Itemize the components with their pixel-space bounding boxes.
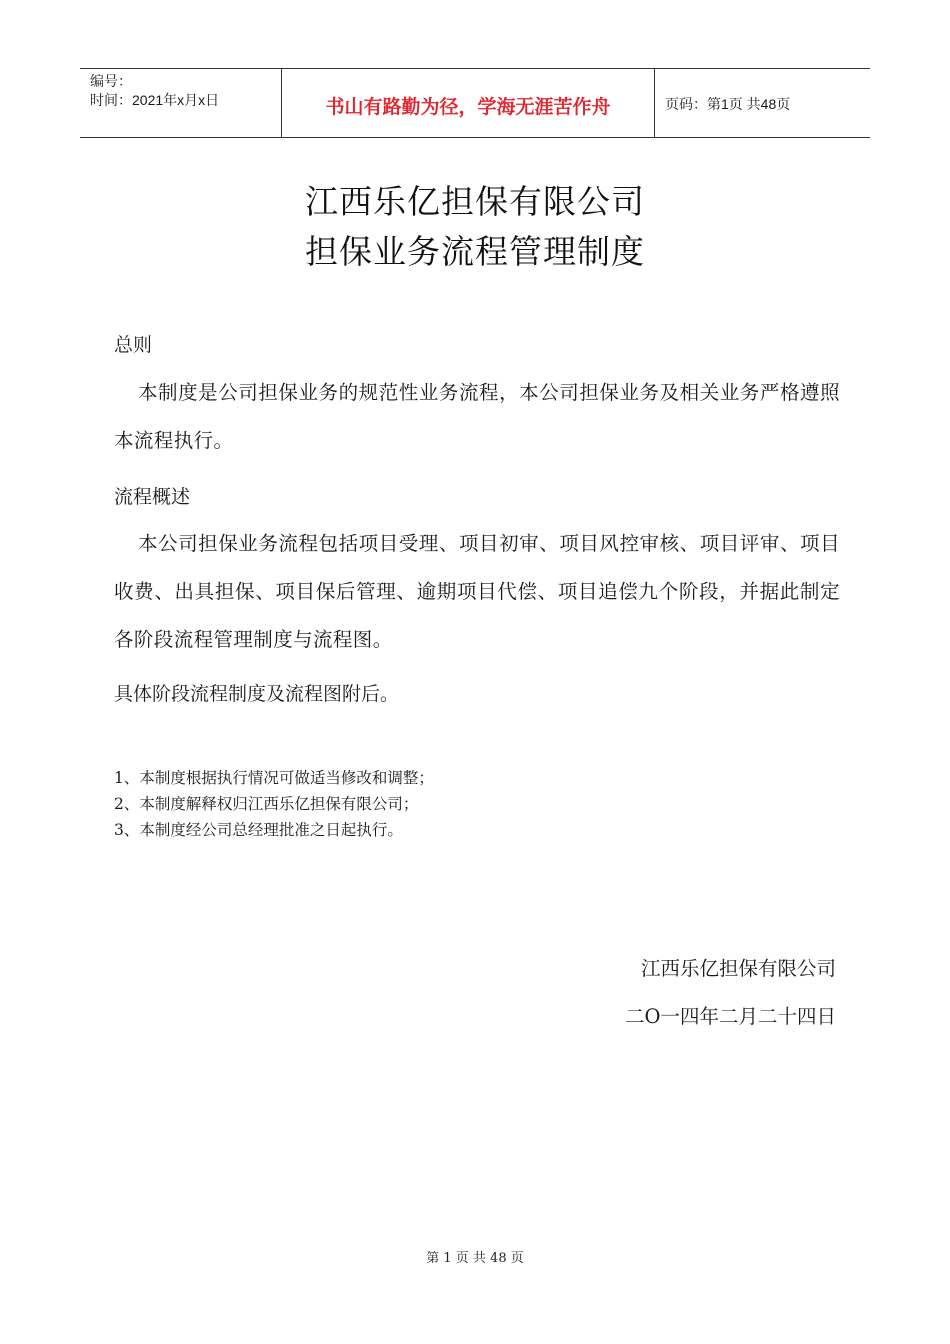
signature-date: 二O一四年二月二十四日 [625, 1005, 836, 1028]
page-footer: 第 1 页 共 48 页 [426, 1251, 524, 1266]
header-page-cell [655, 69, 870, 137]
page-info: 页码：第1页 共48页 [665, 96, 791, 112]
note-item-1: 1、本制度根据执行情况可做适当修改和调整； [114, 769, 434, 787]
general-heading: 总则 [114, 334, 153, 356]
document-title-company: 江西乐亿担保有限公司 [305, 182, 645, 221]
appendix-note: 具体阶段流程制度及流程图附后。 [114, 683, 400, 705]
time-label: 时间：2021年x月x日 [90, 92, 220, 108]
overview-heading: 流程概述 [114, 486, 191, 508]
document-title-subject: 担保业务流程管理制度 [305, 232, 645, 271]
header-motto-cell [282, 69, 655, 137]
motto-text: 书山有路勤为径，学海无涯苦作舟 [325, 95, 611, 118]
general-paragraph: 本制度是公司担保业务的规范性业务流程，本公司担保业务及相关业务严格遵照本流程执行。 [114, 381, 840, 452]
number-label: 编号： [90, 73, 132, 89]
note-item-3: 3、本制度经公司总经理批准之日起执行。 [114, 821, 403, 839]
signature-company: 江西乐亿担保有限公司 [640, 957, 836, 980]
overview-paragraph: 本公司担保业务流程包括项目受理、项目初审、项目风控审核、项目评审、项目收费、出具担保、项目保后管理、逾期项目代偿、项目追偿九个阶段，并据此制定各阶段流程管理制度与流程图。 [114, 532, 840, 651]
header-table [80, 68, 870, 138]
header-meta-cell [80, 69, 282, 137]
note-item-2: 2、本制度解释权归江西乐亿担保有限公司； [114, 795, 419, 813]
